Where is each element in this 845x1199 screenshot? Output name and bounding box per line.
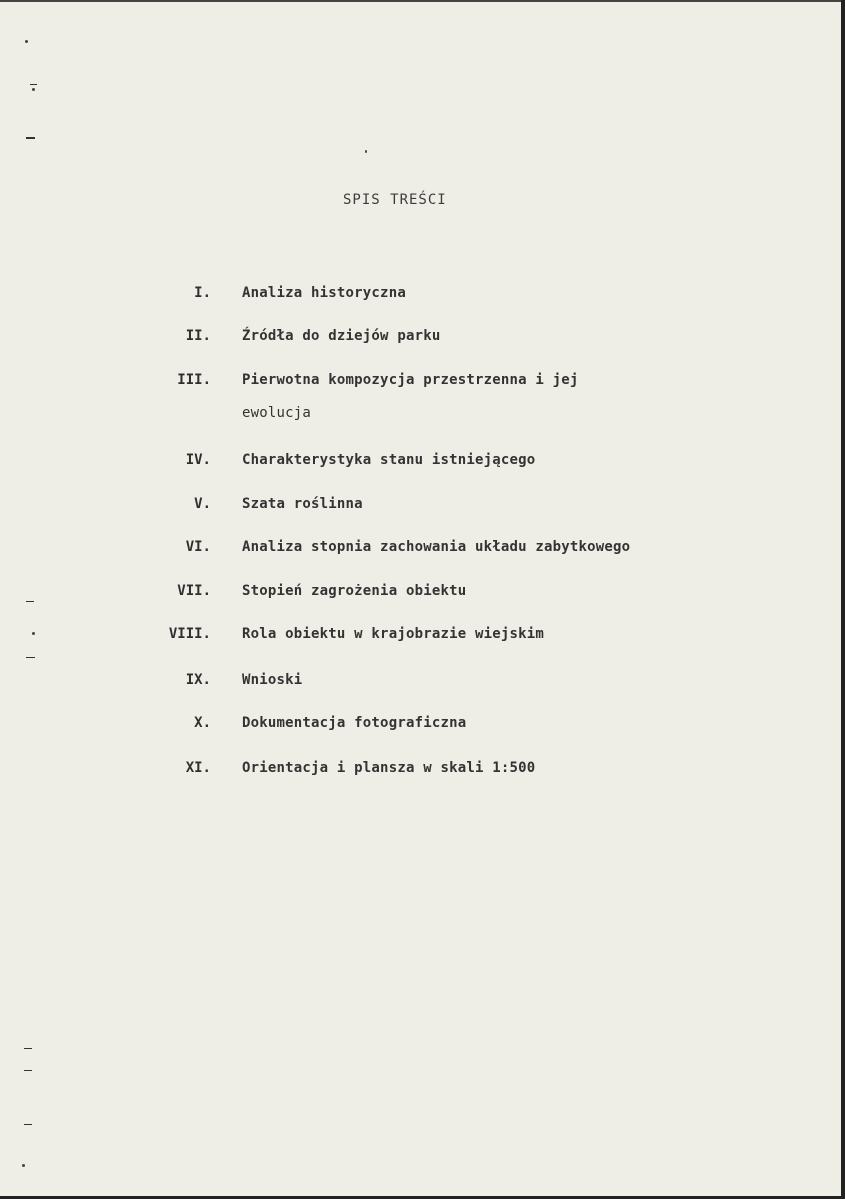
margin-speck <box>22 1164 25 1167</box>
margin-mark <box>26 137 35 139</box>
toc-entry-number: VII. <box>177 583 211 599</box>
toc-entry-number: III. <box>177 372 211 388</box>
toc-entry-number: II. <box>185 328 211 344</box>
toc-entry-number: VIII. <box>168 626 211 642</box>
toc-entry <box>0 715 845 739</box>
toc-entry <box>0 452 845 476</box>
toc-entry <box>0 496 845 520</box>
margin-speck <box>25 40 28 43</box>
toc-entry-number: I. <box>194 285 211 301</box>
toc-entry-number: VI. <box>185 539 211 555</box>
margin-mark <box>24 1070 32 1071</box>
toc-entry-label: Analiza historyczna <box>242 285 406 301</box>
margin-mark <box>24 1124 32 1125</box>
toc-entry-label: Orientacja i plansza w skali 1:500 <box>242 760 536 776</box>
toc-entry-label-continued: ewolucja <box>242 405 312 421</box>
margin-speck <box>32 88 35 91</box>
toc-entry-label: Analiza stopnia zachowania układu zabytkowego <box>242 539 631 555</box>
margin-mark <box>26 657 35 658</box>
margin-mark <box>30 84 37 85</box>
toc-entry-number: V. <box>194 496 211 512</box>
toc-entry <box>0 285 845 309</box>
toc-entry-number: XI. <box>185 760 211 776</box>
sheet-edge-top <box>0 0 845 2</box>
margin-mark <box>24 1048 32 1049</box>
toc-entry-label: Szata roślinna <box>242 496 363 512</box>
toc-entry <box>0 760 845 784</box>
toc-entry-label: Dokumentacja fotograficzna <box>242 715 467 731</box>
toc-entry <box>0 672 845 696</box>
toc-entry-number: IV. <box>185 452 211 468</box>
toc-entry <box>0 539 845 563</box>
paper-speck <box>365 150 367 153</box>
toc-entry-label: Pierwotna kompozycja przestrzenna i jej <box>242 372 579 388</box>
toc-entry <box>0 372 845 396</box>
toc-entry-label: Wnioski <box>242 672 303 688</box>
toc-entry-number: X. <box>194 715 211 731</box>
toc-entry <box>0 583 845 607</box>
toc-entry-number: IX. <box>185 672 211 688</box>
toc-entry-label: Rola obiektu w krajobrazie wiejskim <box>242 626 545 642</box>
toc-entry <box>0 626 845 650</box>
toc-entry-label: Stopień zagrożenia obiektu <box>242 583 467 599</box>
toc-entry-label: Źródła do dziejów parku <box>242 328 441 344</box>
page-title: SPIS TREŚCI <box>343 192 447 208</box>
toc-entry-label: Charakterystyka stanu istniejącego <box>242 452 536 468</box>
toc-entry-continuation <box>0 405 845 429</box>
toc-entry <box>0 328 845 352</box>
